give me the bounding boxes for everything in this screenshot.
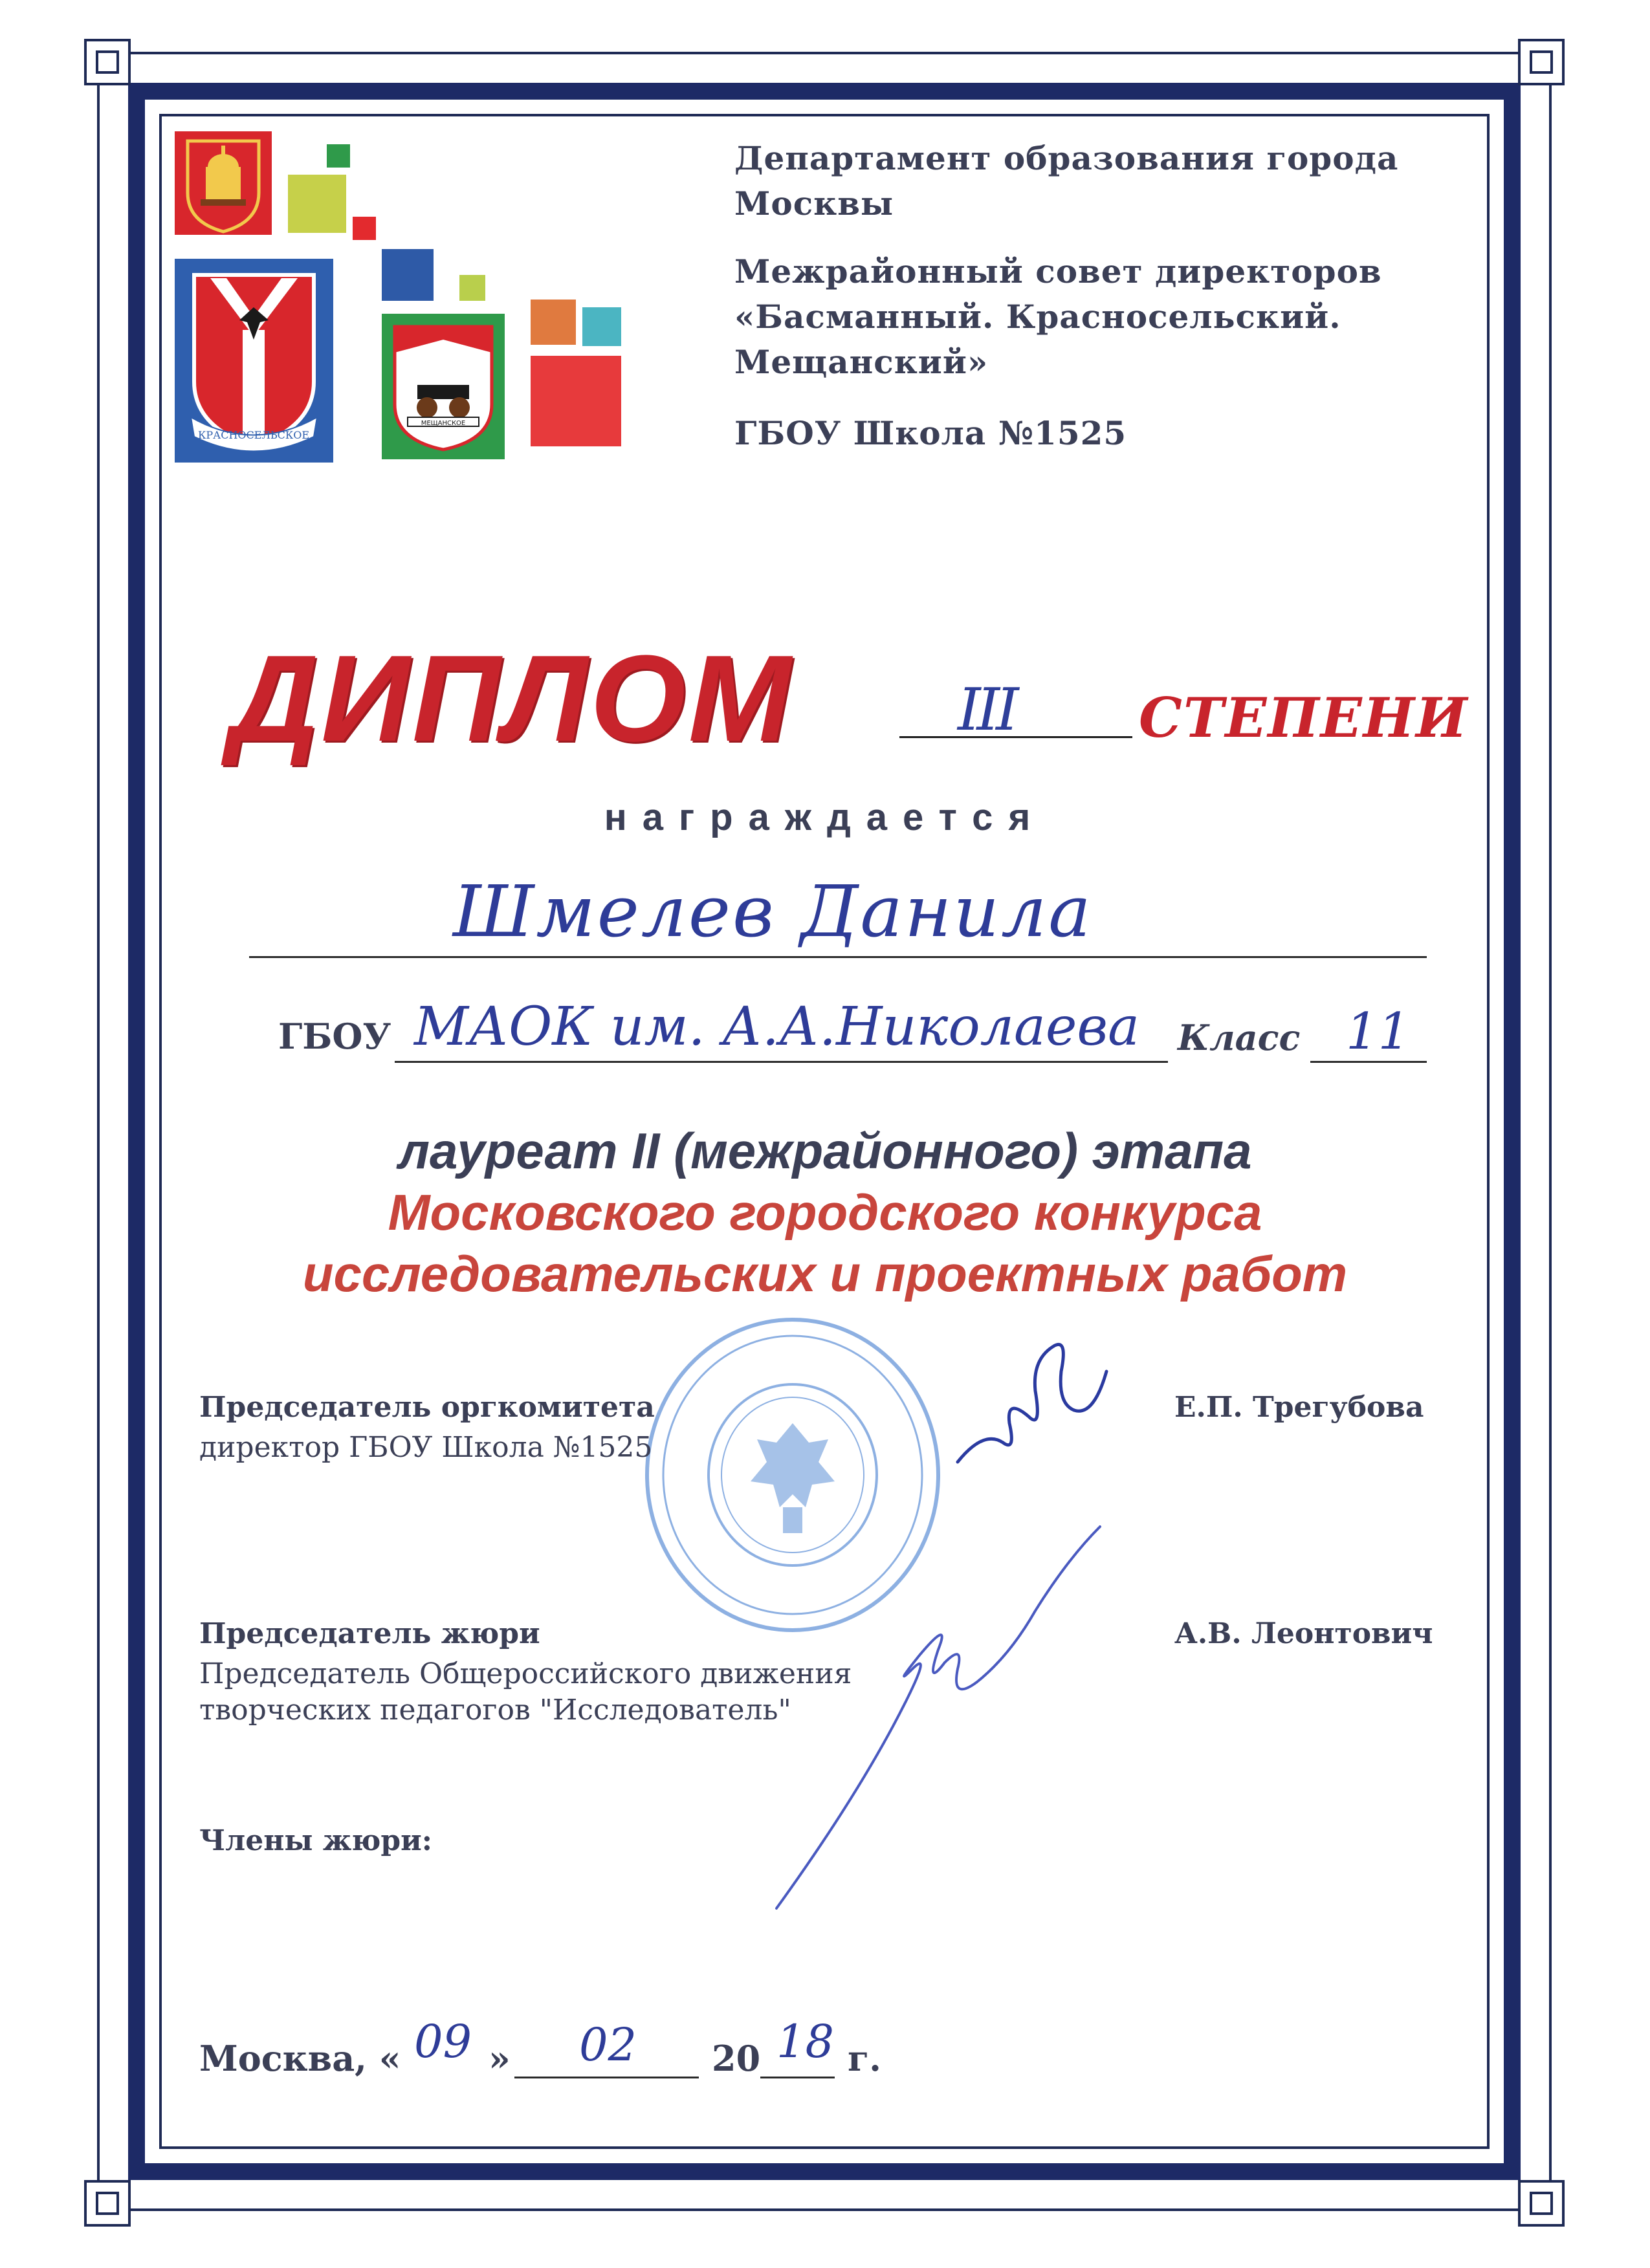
degree-handwritten: III [958,676,1015,744]
laureate-line-2: Московского городского конкурса [388,1184,1262,1241]
awarded-text: награждается [604,796,1046,838]
krasnoselsky-coat-of-arms [175,259,333,463]
org-committee-chair-name: Е.П. Трегубова [1174,1391,1424,1424]
org-committee-chair-title: Председатель оргкомитета [199,1391,655,1424]
footer-quote-close: » [489,2038,511,2079]
header-department: Департамент образования города [734,139,1399,177]
decor-square [382,249,434,301]
footer-month-handwritten: 02 [579,2018,637,2071]
decor-square [327,144,350,168]
footer-day-handwritten: 09 [414,2015,472,2068]
crest-small-text: МЕЩАНСКОЕ [421,420,466,427]
jury-chair-signature [764,1520,1126,1921]
decor-square [288,175,346,233]
header-districts: «Басманный. Красносельский. [734,298,1341,336]
decor-square [582,307,621,346]
corner-ornament-top-right [1518,39,1565,85]
jury-chair-position-1: Председатель Общероссийского движения [199,1657,852,1690]
corner-ornament-bottom-left [84,2180,131,2227]
header-school: ГБОУ Школа №1525 [734,414,1127,452]
corner-ornament-top-left [84,39,131,85]
corner-ornament-bottom-right [1518,2180,1565,2227]
school-line [395,1061,1168,1063]
footer-year-suffix: г. [848,2038,881,2079]
jury-members-label: Члены жюри: [199,1824,433,1857]
district-emblems [168,126,634,463]
recipient-name-handwritten: Шмелев Данила [453,870,1093,953]
laureate-line-1: лауреат II (межрайонного) этапа [398,1122,1252,1179]
footer-year-handwritten: 18 [776,2015,835,2068]
school-handwritten: МАОК им. А.А.Николаева [414,996,1139,1058]
crest-ribbon-text: КРАСНОСЕЛЬСКОЕ [197,429,310,441]
degree-underline [899,736,1132,738]
class-handwritten: 11 [1346,1003,1411,1061]
school-label: ГБОУ [278,1016,391,1057]
class-label: Класс [1178,1017,1301,1058]
footer-month-line [514,2077,699,2078]
decor-square [353,217,376,240]
org-committee-chair-position: директор ГБОУ Школа №1525 [199,1431,653,1464]
laureate-line-3: исследовательских и проектных работ [302,1245,1348,1302]
jury-chair-position-2: творческих педагогов "Исследователь" [199,1694,791,1727]
decor-square [459,275,485,301]
footer-year-prefix: 20 [712,2038,761,2079]
degree-word: СТЕПЕНИ [1139,686,1469,750]
basmanny-coat-of-arms [175,131,272,235]
header-city: Москвы [734,184,894,223]
recipient-name-line [249,956,1427,958]
footer-year-line [760,2077,835,2078]
jury-chair-name: А.В. Леонтович [1174,1617,1433,1650]
class-line [1310,1061,1427,1063]
header-district-last: Мещанский» [734,343,989,381]
meshchansky-coat-of-arms [382,314,505,459]
jury-chair-title: Председатель жюри [199,1617,540,1650]
decor-square [531,356,621,446]
header-council: Межрайонный совет директоров [734,252,1382,290]
org-chair-signature [945,1333,1113,1488]
decor-square [531,300,576,345]
footer-city: Москва, « [199,2038,401,2079]
diploma-title: ДИПЛОМ [230,630,794,767]
